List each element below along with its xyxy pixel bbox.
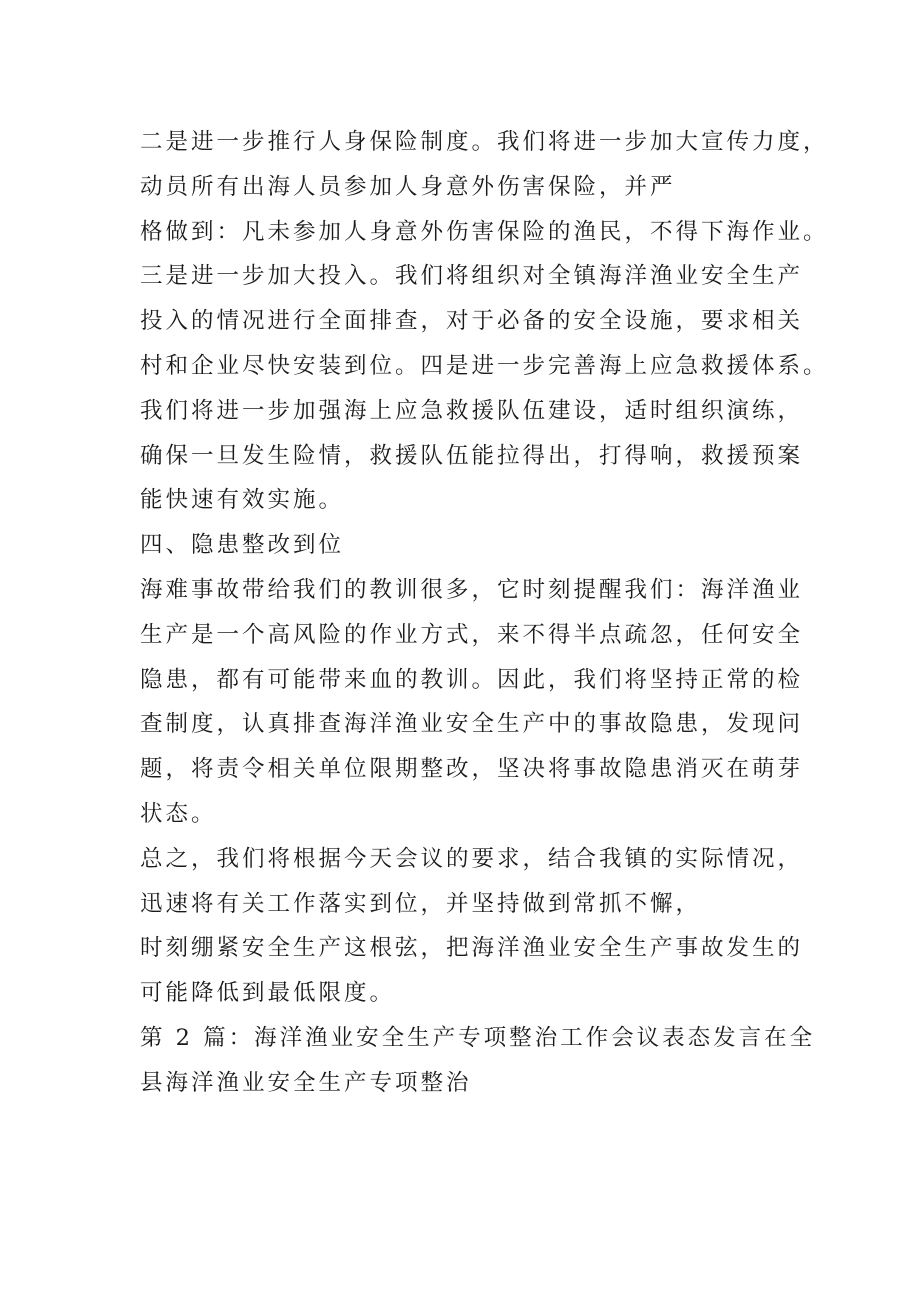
- text-line: 时刻绷紧安全生产这根弦，把海洋渔业安全生产事故发生的: [140, 935, 804, 962]
- text-line: 迅速将有关工作落实到位，并坚持做到常抓不懈，: [140, 890, 702, 917]
- text-line: 格做到：凡未参加人身意外伤害保险的渔民，不得下海作业。: [140, 218, 829, 245]
- text-line: 可能降低到最低限度。: [140, 980, 396, 1007]
- text-line: 题，将责令相关单位限期整改，坚决将事故隐患消灭在萌芽: [140, 756, 804, 783]
- chapter-title: 第 2 篇：海洋渔业安全生产专项整治工作会议表态发言在全: [140, 1024, 816, 1051]
- document-body: [140, 120, 900, 1106]
- text-line: 二是进一步推行人身保险制度。我们将进一步加大宣传力度，: [140, 129, 829, 155]
- text-line: 查制度，认真排查海洋渔业安全生产中的事故隐患，发现问: [140, 711, 804, 738]
- text-line: 海难事故带给我们的教训很多，它时刻提醒我们：海洋渔业: [140, 576, 804, 603]
- text-line: 我们将进一步加强海上应急救援队伍建设，适时组织演练，: [140, 397, 804, 424]
- text-line: 状态。: [140, 800, 217, 827]
- text-line: 村和企业尽快安装到位。四是进一步完善海上应急救援体系。: [140, 352, 829, 379]
- text-line: 确保一旦发生险情，救援队伍能拉得出，打得响，救援预案: [140, 442, 804, 469]
- section-heading: 四、隐患整改到位: [140, 532, 345, 559]
- chapter-title-continued: 县海洋渔业安全生产专项整治: [140, 1069, 472, 1096]
- text-line: 能快速有效实施。: [140, 487, 345, 514]
- text-line: 投入的情况进行全面排查，对于必备的安全设施，要求相关: [140, 308, 804, 335]
- text-line: 总之，我们将根据今天会议的要求，结合我镇的实际情况，: [140, 845, 804, 872]
- text-line: 生产是一个高风险的作业方式，来不得半点疏忽，任何安全: [140, 621, 804, 648]
- text-line: 隐患，都有可能带来血的教训。因此，我们将坚持正常的检: [140, 666, 804, 693]
- text-line: 动员所有出海人员参加人身意外伤害保险，并严: [140, 173, 676, 200]
- text-line: 三是进一步加大投入。我们将组织对全镇海洋渔业安全生产: [140, 263, 804, 290]
